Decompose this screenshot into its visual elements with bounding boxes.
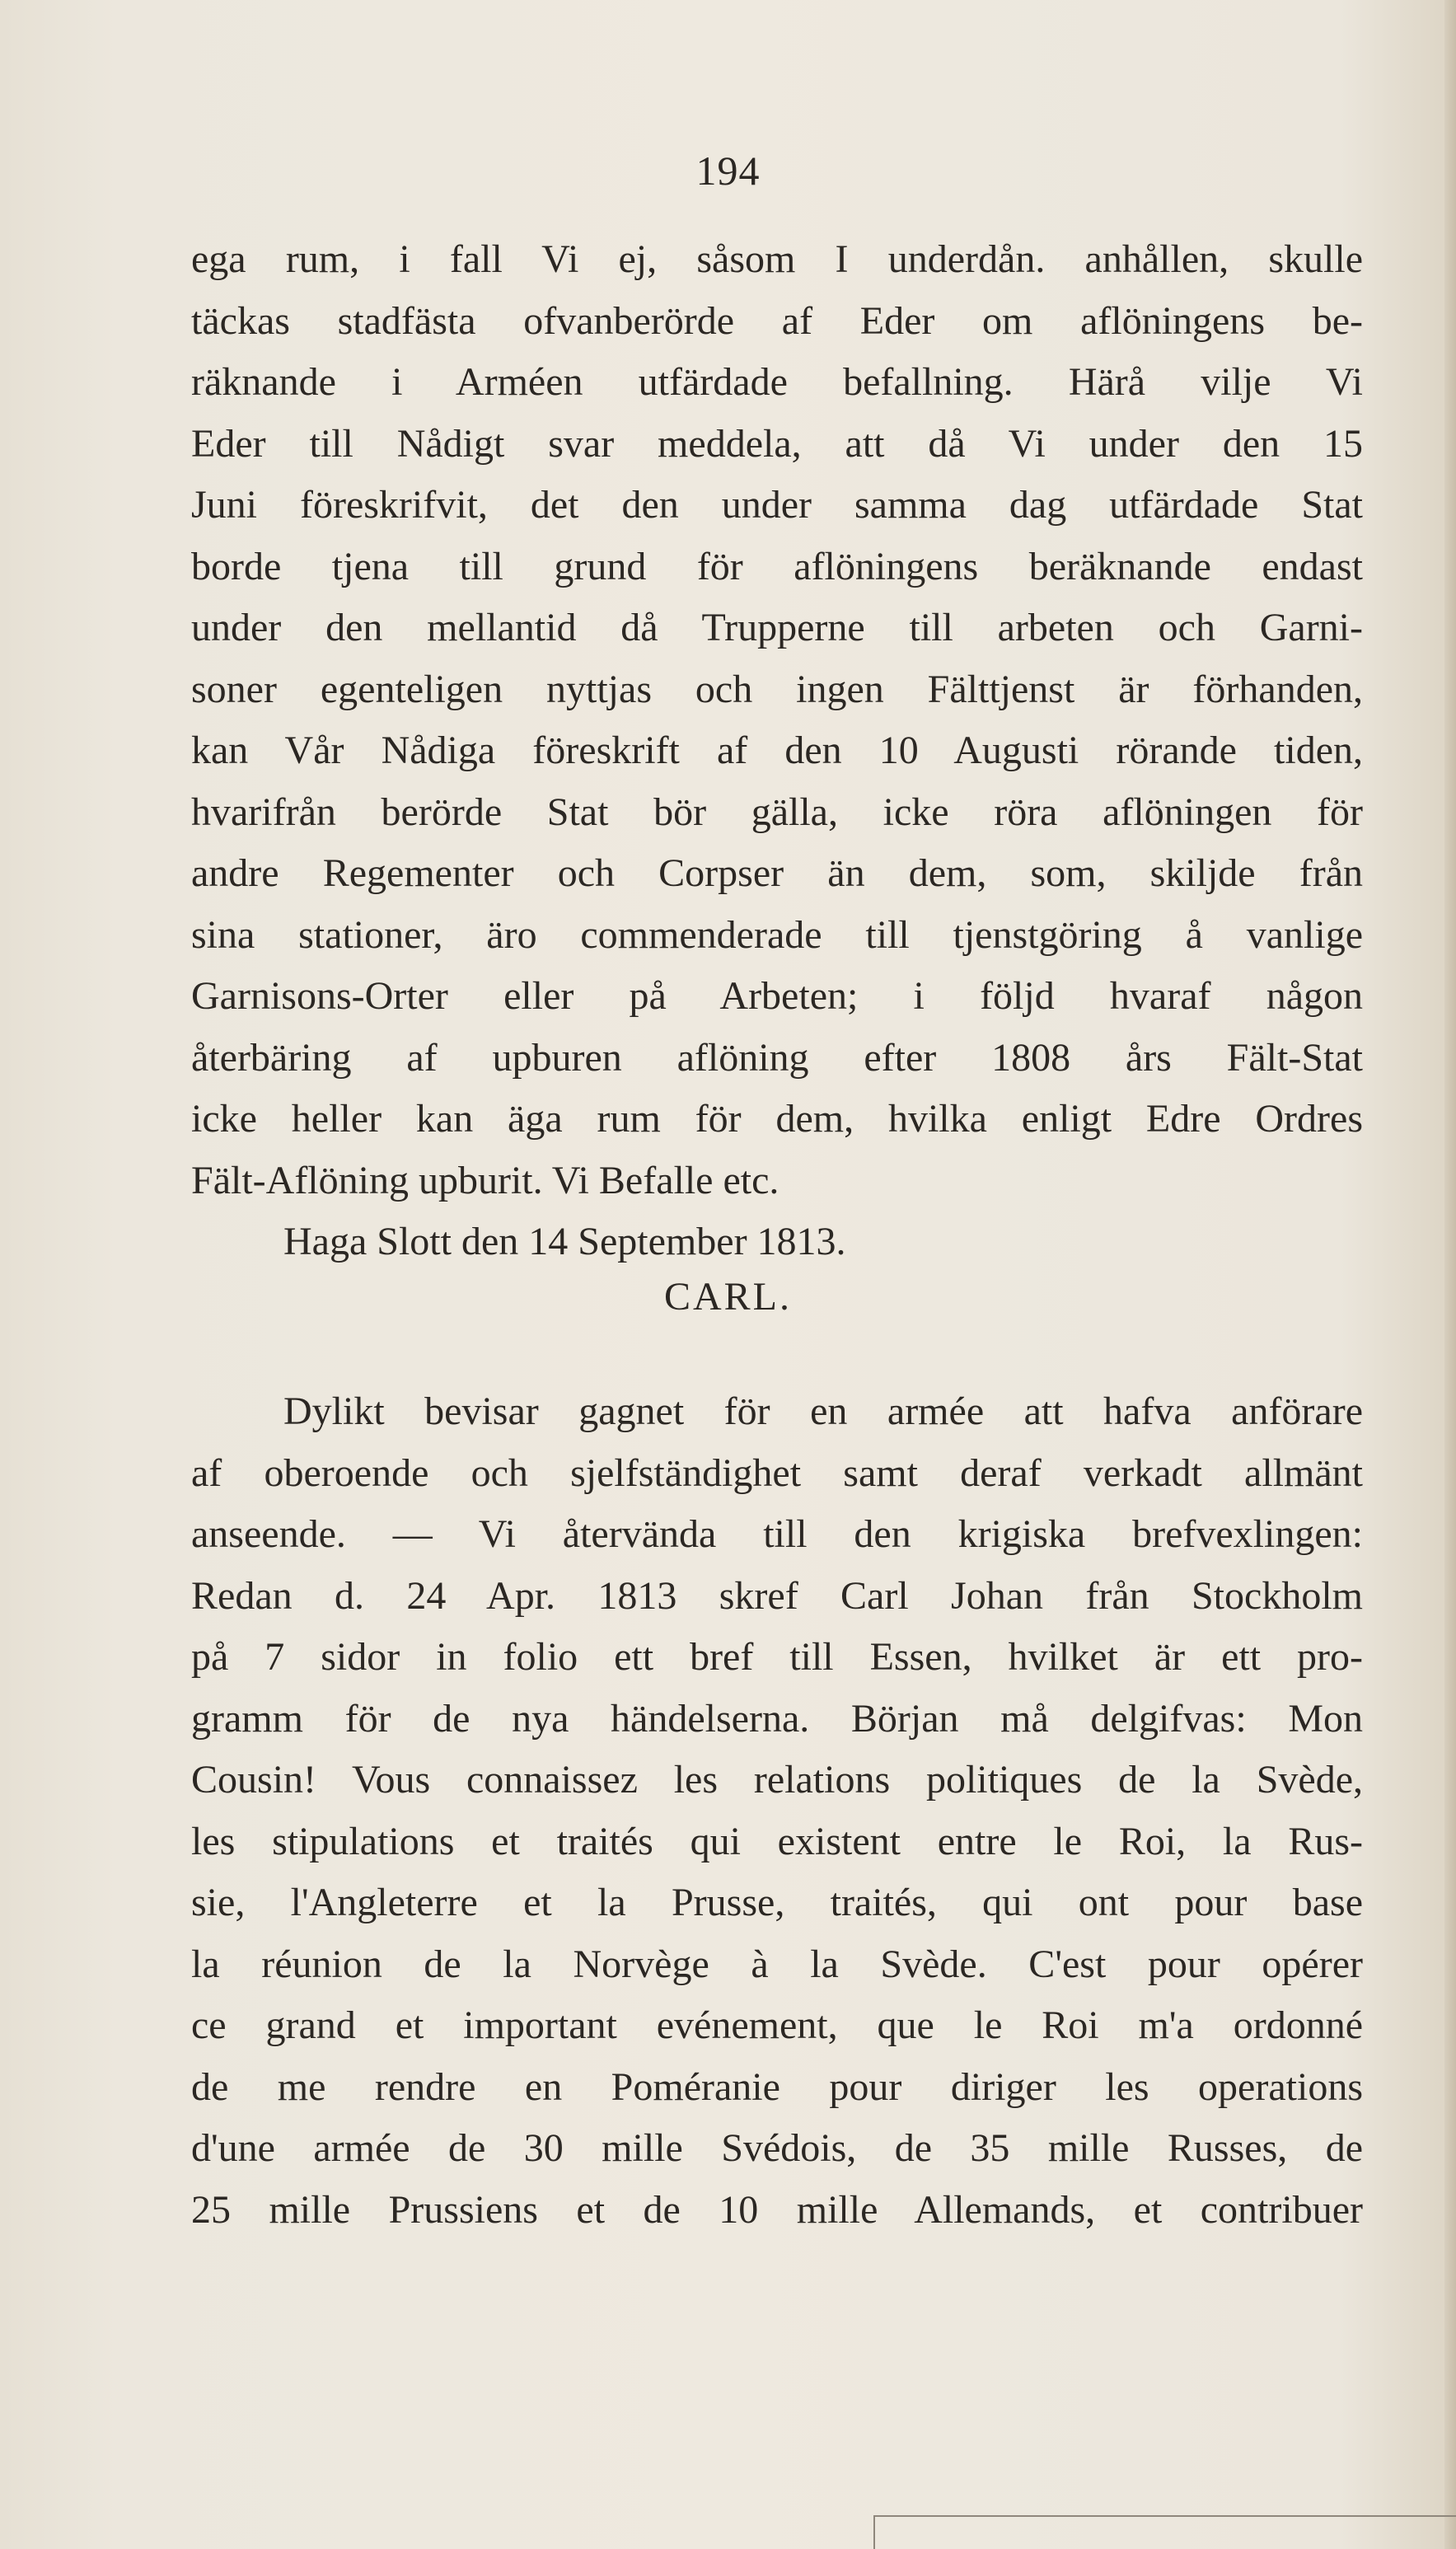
text-line: les stipulations et traités qui existent entre le Roi, la Rus- (191, 1819, 1363, 1863)
text-line: sie, l'Angleterre et la Prusse, traités, qui ont pour base (191, 1881, 1363, 1924)
dateline: Haga Slott den 14 September 1813. (283, 1220, 846, 1263)
text-line: hvarifrån berörde Stat bör gälla, icke röra aflöningen för (191, 790, 1363, 834)
text-line: Eder till Nådigt svar meddela, att då Vi under den 15 (191, 421, 1363, 466)
text-line: 25 mille Prussiens et de 10 mille Allemands, et contribuer (191, 2187, 1363, 2232)
text-line: Garnisons-Orter eller på Arbeten; i följd hvaraf någon (191, 974, 1363, 1018)
text-line: d'une armée de 30 mille Svédois, de 35 mille Russes, de (191, 2126, 1363, 2170)
text-line: täckas stadfästa ofvanberörde af Eder om aflöningens be- (191, 298, 1363, 343)
text-line: la réunion de la Norvège à la Svède. C'est pour opérer (191, 1942, 1363, 1986)
scan-border-corner (873, 2515, 875, 2549)
text-line: de me rendre en Poméranie pour diriger les operations (191, 2064, 1363, 2109)
signature: CARL. (663, 1275, 792, 1319)
text-line: anseende. — Vi återvända till den krigiska brefvexlingen: (191, 1512, 1363, 1556)
text-line: kan Vår Nådiga föreskrift af den 10 Augusti rörande tiden, (191, 729, 1363, 772)
text-line: Fält-Aflöning upburit. Vi Befalle etc. (191, 1158, 779, 1202)
text-line: återbäring af upburen aflöning efter 1808 års Fält-Stat (191, 1035, 1363, 1080)
text-line: ce grand et important evénement, que le Roi m'a ordonné (191, 2003, 1363, 2047)
text-line: andre Regementer och Corpser än dem, som, skiljde från (191, 851, 1363, 895)
text-line: gramm för de nya händelserna. Början må delgifvas: Mon (191, 1696, 1363, 1741)
paragraph-commentary (191, 1381, 1363, 2241)
text-line: Dylikt bevisar gagnet för en armée att hafva anförare (283, 1389, 1363, 1433)
text-line: under den mellantid då Trupperne till arbeten och Garni- (191, 606, 1363, 649)
text-line: af oberoende och sjelfständighet samt deraf verkadt allmänt (191, 1450, 1363, 1495)
text-line: sina stationer, äro commenderade till tjenstgöring å vanlige (191, 912, 1363, 957)
text-line: Redan d. 24 Apr. 1813 skref Carl Johan från Stockholm (191, 1573, 1363, 1618)
text-line: Juni föreskrifvit, det den under samma dag utfärdade Stat (191, 483, 1363, 527)
paragraph-letter (191, 229, 1363, 1273)
text-line: på 7 sidor in folio ett bref till Essen, hvilket är ett pro- (191, 1635, 1363, 1679)
page-number: 194 (695, 148, 761, 194)
text-line: icke heller kan äga rum för dem, hvilka enligt Edre Ordres (191, 1097, 1363, 1141)
text-line: soner egenteligen nyttjas och ingen Fälttjenst är förhanden, (191, 667, 1363, 711)
scan-border-line (873, 2515, 1456, 2517)
text-line: ega rum, i fall Vi ej, såsom I underdån. anhållen, skulle (191, 237, 1363, 281)
text-line: Cousin! Vous connaissez les relations politiques de la Svède, (191, 1758, 1363, 1802)
text-line: borde tjena till grund för aflöningens beräknande endast (191, 544, 1363, 588)
text-line: räknande i Arméen utfärdade befallning. Härå vilje Vi (191, 360, 1363, 404)
